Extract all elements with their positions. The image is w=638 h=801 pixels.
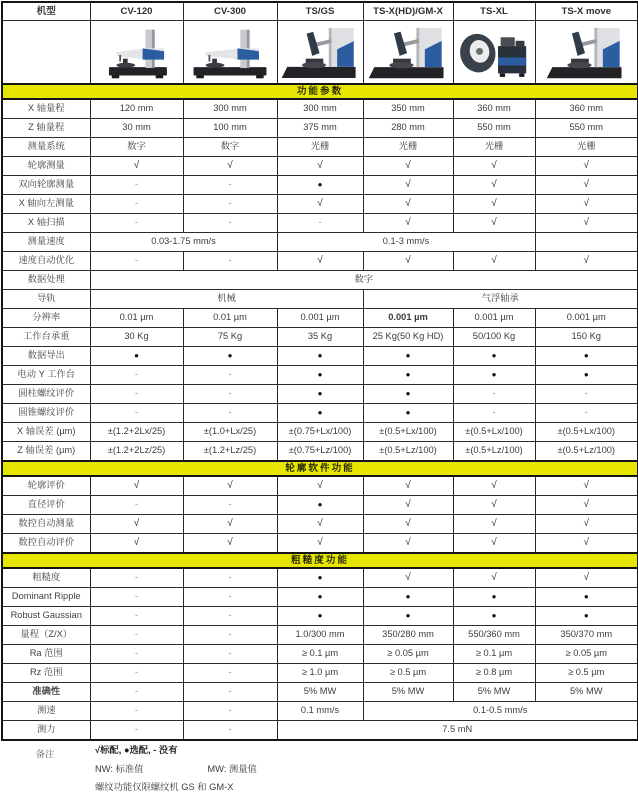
spec-row	[2, 702, 638, 721]
row-label: 粗糙度	[2, 568, 90, 588]
spec-row	[2, 252, 638, 271]
spec-cell: -	[90, 385, 183, 404]
spec-cell: ±(0.75+Lx/100)	[277, 423, 363, 442]
spec-cell: ●	[277, 568, 363, 588]
spec-cell: √	[535, 515, 638, 534]
ts-x-move-machine-image-icon	[536, 21, 638, 83]
spec-cell: √	[183, 476, 277, 496]
spec-cell: √	[535, 568, 638, 588]
ts-x-hd-gm-x-image-cell	[363, 21, 453, 85]
section-band-title: 粗糙度功能	[2, 553, 638, 568]
spec-cell: -	[90, 721, 183, 741]
spec-cell: ●	[277, 347, 363, 366]
spec-cell: ●	[363, 366, 453, 385]
spec-cell: √	[453, 176, 535, 195]
spec-cell: 光栅	[363, 138, 453, 157]
spec-cell: -	[183, 214, 277, 233]
spec-cell: ●	[535, 366, 638, 385]
spec-cell: 550/360 mm	[453, 626, 535, 645]
spec-cell: -	[183, 385, 277, 404]
spec-cell: √	[453, 476, 535, 496]
spec-row	[2, 568, 638, 588]
ts-x-hd-gm-x-machine-image-icon	[364, 21, 453, 83]
spec-cell: √	[453, 252, 535, 271]
spec-row	[2, 328, 638, 347]
section-band-title: 轮廓软件功能	[2, 461, 638, 476]
spec-cell: √	[453, 534, 535, 554]
spec-cell: √	[363, 157, 453, 176]
spec-row	[2, 195, 638, 214]
spec-cell: √	[453, 214, 535, 233]
spec-cell: ●	[363, 385, 453, 404]
spec-cell: -	[183, 683, 277, 702]
spec-row	[2, 214, 638, 233]
spec-cell: 光栅	[277, 138, 363, 157]
spec-cell: √	[363, 568, 453, 588]
spec-cell: √	[535, 195, 638, 214]
spec-cell: ±(0.5+Lz/100)	[363, 442, 453, 462]
spec-cell: ±(0.75+Lz/100)	[277, 442, 363, 462]
spec-cell: √	[90, 534, 183, 554]
spec-cell: 数字	[90, 138, 183, 157]
spec-cell: -	[535, 404, 638, 423]
spec-cell: -	[183, 721, 277, 741]
spec-cell: √	[535, 252, 638, 271]
spec-table-body	[2, 2, 638, 740]
spec-row	[2, 385, 638, 404]
spec-row	[2, 290, 638, 309]
spec-cell	[535, 233, 638, 252]
ts-gs-image-cell	[277, 21, 363, 85]
spec-cell: -	[183, 645, 277, 664]
row-label: Z 轴量程	[2, 119, 90, 138]
model-header-ts-xl: TS-XL	[453, 2, 535, 21]
remarks-footer	[1, 745, 637, 801]
spec-row	[2, 476, 638, 496]
spec-row	[2, 176, 638, 195]
spec-cell: -	[90, 568, 183, 588]
spec-cell: ●	[277, 404, 363, 423]
spec-cell: √	[90, 515, 183, 534]
row-label: X 轴向左测量	[2, 195, 90, 214]
row-label: 导轨	[2, 290, 90, 309]
row-label: 数据处理	[2, 271, 90, 290]
spec-cell: -	[90, 496, 183, 515]
spec-cell: ●	[453, 607, 535, 626]
spec-cell: 0.001 µm	[535, 309, 638, 328]
spec-row	[2, 347, 638, 366]
spec-cell: ●	[535, 347, 638, 366]
spec-cell: √	[453, 515, 535, 534]
spec-cell: -	[183, 404, 277, 423]
cv-120-machine-image-icon	[91, 21, 183, 83]
model-header-cv-120: CV-120	[90, 2, 183, 21]
row-label: 数据导出	[2, 347, 90, 366]
spec-cell: 0.1-0.5 mm/s	[363, 702, 638, 721]
row-label: 直径评价	[2, 496, 90, 515]
spec-cell: √	[363, 534, 453, 554]
spec-cell: 25 Kg(50 Kg HD)	[363, 328, 453, 347]
spec-cell: -	[183, 588, 277, 607]
remarks-notes	[89, 745, 637, 801]
spec-cell: √	[535, 534, 638, 554]
ts-gs-machine-image-icon	[278, 21, 363, 83]
spec-cell: -	[183, 626, 277, 645]
spec-cell: 0.001 µm	[363, 309, 453, 328]
spec-cell: -	[453, 404, 535, 423]
spec-cell: -	[90, 588, 183, 607]
spec-cell: 0.01 µm	[90, 309, 183, 328]
spec-cell: -	[183, 366, 277, 385]
spec-cell: 机械	[90, 290, 363, 309]
spec-row	[2, 534, 638, 554]
spec-row	[2, 588, 638, 607]
spec-cell: ●	[363, 588, 453, 607]
section-band-title: 功能参数	[2, 84, 638, 99]
spec-cell: 1.0/300 mm	[277, 626, 363, 645]
spec-cell: ≥ 0.8 µm	[453, 664, 535, 683]
spec-cell: -	[90, 176, 183, 195]
spec-cell: -	[90, 214, 183, 233]
spec-cell: ±(1.0+Lx/25)	[183, 423, 277, 442]
spec-cell: √	[183, 515, 277, 534]
row-label: 电动 Y 工作台	[2, 366, 90, 385]
spec-cell: √	[277, 252, 363, 271]
row-label: 工作台承重	[2, 328, 90, 347]
spec-cell: 0.001 µm	[277, 309, 363, 328]
spec-cell: √	[277, 195, 363, 214]
spec-cell: ≥ 0.05 µm	[535, 645, 638, 664]
row-label: 数控自动评价	[2, 534, 90, 554]
footer-note-line-1	[95, 764, 637, 775]
row-label: 双向轮廓测量	[2, 176, 90, 195]
spec-cell: 50/100 Kg	[453, 328, 535, 347]
spec-cell: 30 mm	[90, 119, 183, 138]
spec-cell: -	[183, 702, 277, 721]
spec-cell: 5% MW	[453, 683, 535, 702]
spec-cell: 5% MW	[277, 683, 363, 702]
row-label: X 轴量程	[2, 99, 90, 119]
spec-cell: ●	[90, 347, 183, 366]
spec-row	[2, 442, 638, 462]
row-label: 准确性	[2, 683, 90, 702]
footer-note-line-0	[95, 745, 637, 756]
spec-cell: -	[183, 496, 277, 515]
spec-cell: ●	[453, 588, 535, 607]
spec-cell: ±(0.5+Lx/100)	[363, 423, 453, 442]
section-band-row-2	[2, 553, 638, 568]
spec-cell: 360 mm	[453, 99, 535, 119]
spec-cell: √	[453, 157, 535, 176]
spec-cell: 30 Kg	[90, 328, 183, 347]
spec-cell: 100 mm	[183, 119, 277, 138]
spec-cell: √	[453, 568, 535, 588]
spec-cell: 5% MW	[363, 683, 453, 702]
row-label: 圆柱螺纹评价	[2, 385, 90, 404]
spec-cell: ≥ 0.5 µm	[535, 664, 638, 683]
footer-note-text: √标配, ●选配, - 没有	[95, 745, 178, 755]
spec-cell: -	[277, 214, 363, 233]
spec-cell: -	[183, 664, 277, 683]
spec-cell: 375 mm	[277, 119, 363, 138]
spec-cell: -	[90, 683, 183, 702]
spec-cell: √	[453, 496, 535, 515]
spec-cell: ±(0.5+Lz/100)	[535, 442, 638, 462]
row-label: 量程（Z/X）	[2, 626, 90, 645]
spec-cell: -	[90, 626, 183, 645]
spec-cell: 550 mm	[535, 119, 638, 138]
spec-cell: ±(1.2+2Lx/25)	[90, 423, 183, 442]
footer-note-line-2	[95, 782, 637, 793]
row-label: 分辨率	[2, 309, 90, 328]
row-label: 轮廓测量	[2, 157, 90, 176]
spec-cell: √	[183, 157, 277, 176]
spec-row	[2, 683, 638, 702]
spec-row	[2, 515, 638, 534]
spec-row	[2, 423, 638, 442]
spec-cell: 350/370 mm	[535, 626, 638, 645]
spec-cell: √	[90, 157, 183, 176]
spec-cell: ●	[363, 404, 453, 423]
spec-cell: 光栅	[535, 138, 638, 157]
spec-cell: -	[90, 607, 183, 626]
spec-row	[2, 607, 638, 626]
spec-cell: 0.01 µm	[183, 309, 277, 328]
spec-cell: ●	[277, 385, 363, 404]
spec-cell: √	[535, 176, 638, 195]
model-header-cv-300: CV-300	[183, 2, 277, 21]
section-band-row-1	[2, 461, 638, 476]
model-header-ts-x-hd-gm-x: TS-X(HD)/GM-X	[363, 2, 453, 21]
cv-120-image-cell	[90, 21, 183, 85]
row-label: 测量系统	[2, 138, 90, 157]
spec-cell: √	[363, 214, 453, 233]
spec-table	[1, 1, 638, 741]
spec-cell: 300 mm	[183, 99, 277, 119]
remarks-label: 备注	[35, 749, 55, 759]
row-label: 圆锥螺纹评价	[2, 404, 90, 423]
spec-cell: ±(1.2+Lz/25)	[183, 442, 277, 462]
spec-cell: -	[90, 252, 183, 271]
corner-label: 机型	[2, 2, 90, 21]
spec-cell: 75 Kg	[183, 328, 277, 347]
spec-row	[2, 366, 638, 385]
spec-cell: √	[277, 515, 363, 534]
spec-row	[2, 309, 638, 328]
spec-cell: ●	[277, 496, 363, 515]
spec-cell: ●	[453, 347, 535, 366]
row-label: Rz 范围	[2, 664, 90, 683]
spec-cell: ≥ 0.05 µm	[363, 645, 453, 664]
spec-cell: √	[535, 214, 638, 233]
spec-cell: 280 mm	[363, 119, 453, 138]
spec-cell: ≥ 1.0 µm	[277, 664, 363, 683]
footer-note-text: 螺纹功能仅限螺纹机 GS 和 GM-X	[95, 782, 234, 793]
ts-xl-image-cell	[453, 21, 535, 85]
spec-row	[2, 404, 638, 423]
spec-cell: 350 mm	[363, 99, 453, 119]
row-label: 速度自动优化	[2, 252, 90, 271]
spec-cell: ≥ 0.1 µm	[453, 645, 535, 664]
spec-cell: ●	[277, 176, 363, 195]
spec-cell: √	[363, 515, 453, 534]
spec-cell: -	[90, 404, 183, 423]
spec-cell: ●	[535, 588, 638, 607]
row-label: 测量速度	[2, 233, 90, 252]
spec-cell: 300 mm	[277, 99, 363, 119]
spec-cell: 数字	[90, 271, 638, 290]
ts-xl-machine-image-icon	[454, 21, 535, 83]
spec-cell: ±(1.2+2Lz/25)	[90, 442, 183, 462]
model-header-row	[2, 2, 638, 21]
spec-cell: 5% MW	[535, 683, 638, 702]
footer-note-text: NW: 标准值	[95, 763, 144, 774]
spec-cell: -	[90, 645, 183, 664]
spec-cell: -	[453, 385, 535, 404]
spec-cell: ±(0.5+Lz/100)	[453, 442, 535, 462]
footer-note-text: MW: 测量值	[207, 763, 257, 774]
spec-cell: ●	[363, 347, 453, 366]
row-label: Z 轴误差 (µm)	[2, 442, 90, 462]
spec-cell: 气浮轴承	[363, 290, 638, 309]
row-label: Dominant Ripple	[2, 588, 90, 607]
spec-cell: 7.5 mN	[277, 721, 638, 741]
row-label: 测力	[2, 721, 90, 741]
spec-cell: 0.001 µm	[453, 309, 535, 328]
spec-cell: ●	[277, 366, 363, 385]
spec-cell: √	[535, 496, 638, 515]
section-band-row-0	[2, 84, 638, 99]
spec-cell: √	[363, 176, 453, 195]
spec-cell: 550 mm	[453, 119, 535, 138]
spec-cell: 150 Kg	[535, 328, 638, 347]
spec-row	[2, 271, 638, 290]
spec-cell: ±(0.5+Lx/100)	[535, 423, 638, 442]
spec-cell: -	[90, 366, 183, 385]
spec-cell: -	[183, 568, 277, 588]
spec-cell: ≥ 0.5 µm	[363, 664, 453, 683]
spec-cell: ●	[535, 607, 638, 626]
spec-cell: ●	[453, 366, 535, 385]
spec-cell: 350/280 mm	[363, 626, 453, 645]
spec-cell: 0.1-3 mm/s	[277, 233, 535, 252]
spec-cell: ●	[277, 588, 363, 607]
spec-cell: √	[453, 195, 535, 214]
spec-cell: √	[363, 252, 453, 271]
ts-x-move-image-cell	[535, 21, 638, 85]
spec-cell: √	[535, 476, 638, 496]
spec-cell: ●	[277, 607, 363, 626]
spec-cell: 120 mm	[90, 99, 183, 119]
spec-cell: 光栅	[453, 138, 535, 157]
spec-cell: ≥ 0.1 µm	[277, 645, 363, 664]
spec-cell: ±(0.5+Lx/100)	[453, 423, 535, 442]
machine-image-spacer-cell	[2, 21, 90, 85]
row-label: 测速	[2, 702, 90, 721]
spec-cell: ●	[363, 607, 453, 626]
spec-cell: 数字	[183, 138, 277, 157]
spec-cell: -	[535, 385, 638, 404]
spec-cell: √	[277, 534, 363, 554]
spec-cell: √	[183, 534, 277, 554]
spec-cell: -	[90, 702, 183, 721]
spec-cell: -	[183, 195, 277, 214]
model-header-ts-x-move: TS-X move	[535, 2, 638, 21]
row-label: Ra 范围	[2, 645, 90, 664]
spec-cell: √	[535, 157, 638, 176]
spec-cell: -	[183, 252, 277, 271]
spec-cell: -	[183, 176, 277, 195]
row-label: 数控自动测量	[2, 515, 90, 534]
machine-image-row	[2, 21, 638, 85]
cv-300-image-cell	[183, 21, 277, 85]
spec-cell: √	[277, 476, 363, 496]
spec-cell: -	[90, 664, 183, 683]
spec-row	[2, 233, 638, 252]
spec-cell: -	[183, 607, 277, 626]
spec-cell: √	[363, 496, 453, 515]
cv-300-machine-image-icon	[184, 21, 277, 83]
spec-row	[2, 157, 638, 176]
spec-cell: 0.03-1.75 mm/s	[90, 233, 277, 252]
spec-row	[2, 645, 638, 664]
spec-row	[2, 721, 638, 741]
spec-cell: 360 mm	[535, 99, 638, 119]
spec-cell: √	[363, 476, 453, 496]
row-label: 轮廓评价	[2, 476, 90, 496]
row-label: X 轴扫描	[2, 214, 90, 233]
spec-cell: -	[90, 195, 183, 214]
row-label: X 轴误差 (µm)	[2, 423, 90, 442]
spec-row	[2, 99, 638, 119]
spec-row	[2, 626, 638, 645]
spec-cell: ●	[183, 347, 277, 366]
model-header-ts-gs: TS/GS	[277, 2, 363, 21]
row-label: Robust Gaussian	[2, 607, 90, 626]
spec-cell: √	[363, 195, 453, 214]
spec-cell: 35 Kg	[277, 328, 363, 347]
spec-row	[2, 664, 638, 683]
spec-row	[2, 496, 638, 515]
spec-cell: √	[277, 157, 363, 176]
spec-row	[2, 138, 638, 157]
spec-row	[2, 119, 638, 138]
spec-cell: √	[90, 476, 183, 496]
spec-cell: 0.1 mm/s	[277, 702, 363, 721]
